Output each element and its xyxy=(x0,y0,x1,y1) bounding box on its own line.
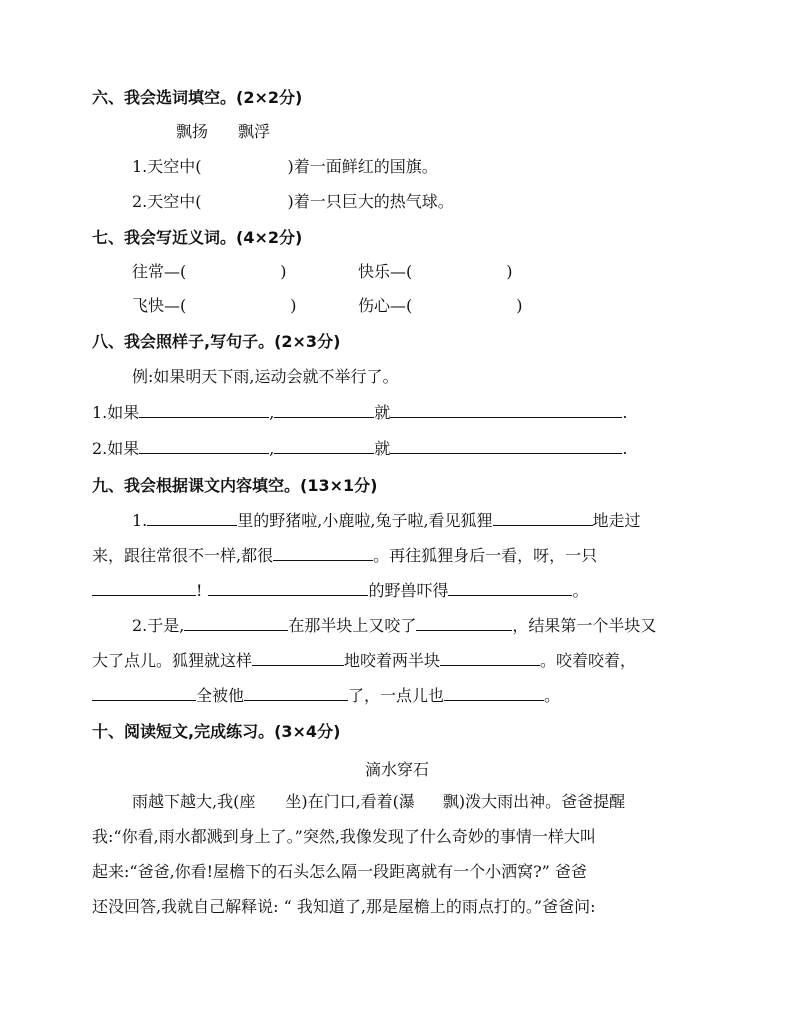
answer-blank[interactable] xyxy=(92,581,196,596)
answer-blank[interactable] xyxy=(274,439,374,454)
reading-line-4: 还没回答,我就自己解释说: “ 我知道了,那是屋檐上的雨点打的。”爸爸问: xyxy=(92,897,596,916)
s6-question-1: 1.天空中( )着一面鲜红的国旗。 xyxy=(132,157,438,176)
s9-p3: ! 的野兽吓得 。 xyxy=(92,581,588,601)
example-sentence: 例:如果明天下雨,运动会就不举行了。 xyxy=(132,367,399,386)
synonym-item-1: 往常—( ) xyxy=(132,262,287,281)
s8-line-1: 1.如果 , 就 . xyxy=(92,403,628,422)
answer-blank[interactable] xyxy=(244,686,348,701)
s9-p6: 全被他 了，一点儿也 。 xyxy=(92,686,560,706)
section-9-title: 九、我会根据课文内容填空。(13×1分) xyxy=(92,476,378,495)
answer-blank[interactable] xyxy=(390,439,622,454)
story-title: 滴水穿石 xyxy=(364,760,429,779)
s9-p4: 2.于是, 在那半块上又咬了 ，结果第一个半块又 xyxy=(132,616,657,635)
answer-blank[interactable] xyxy=(139,439,269,454)
answer-blank[interactable] xyxy=(184,616,288,631)
section-8-title: 八、我会照样子,写句子。(2×3分) xyxy=(92,332,341,351)
answer-blank[interactable] xyxy=(444,686,544,701)
reading-line-3: 起来:“爸爸,你看!屋檐下的石头怎么隔一段距离就有一个小洒窝?” 爸爸 xyxy=(92,862,587,881)
answer-blank[interactable] xyxy=(448,581,572,596)
answer-blank[interactable] xyxy=(139,403,269,418)
s9-p2: 来，跟往常很不一样,都很 。再往狐狸身后一看，呀，一只 xyxy=(92,546,598,565)
word-choices xyxy=(176,122,270,142)
s9-p1: 1. 里的野猪啦,小鹿啦,兔子啦,看见狐狸 地走过 xyxy=(132,511,641,530)
synonym-item-3: 飞快—( ) xyxy=(132,296,297,315)
section-7-title: 七、我会写近义词。(4×2分) xyxy=(92,228,303,247)
answer-blank[interactable] xyxy=(493,511,593,526)
answer-blank[interactable] xyxy=(390,403,622,418)
answer-blank[interactable] xyxy=(274,403,374,418)
s9-p5: 大了点儿。狐狸就这样 地咬着两半块 。咬着咬着， xyxy=(92,651,637,670)
answer-blank[interactable] xyxy=(416,616,512,631)
section-10-title: 十、阅读短文,完成练习。(3×4分) xyxy=(92,722,341,741)
synonym-item-4: 伤心—( ) xyxy=(358,296,523,315)
answer-blank[interactable] xyxy=(208,581,368,596)
reading-line-2: 我:“你看,雨水都溅到身上了。”突然,我像发现了什么奇妙的事情一样大叫 xyxy=(92,827,596,846)
word-choice-1: 飘扬 xyxy=(176,122,209,141)
s6-question-2: 2.天空中( )着一只巨大的热气球。 xyxy=(132,192,454,211)
reading-line-1: 雨越下越大,我(座 坐)在门口,看着(瀑 飘)泼大雨出神。爸爸提醒 xyxy=(132,792,626,811)
answer-blank[interactable] xyxy=(92,686,196,701)
answer-blank[interactable] xyxy=(273,546,373,561)
answer-blank[interactable] xyxy=(252,651,344,666)
section-6-title: 六、我会选词填空。(2×2分) xyxy=(92,88,303,107)
synonym-item-2: 快乐—( ) xyxy=(358,262,513,281)
answer-blank[interactable] xyxy=(440,651,540,666)
s8-line-2: 2.如果 , 就 . xyxy=(92,439,628,458)
answer-blank[interactable] xyxy=(147,511,237,526)
word-choice-2: 飘浮 xyxy=(238,122,271,141)
